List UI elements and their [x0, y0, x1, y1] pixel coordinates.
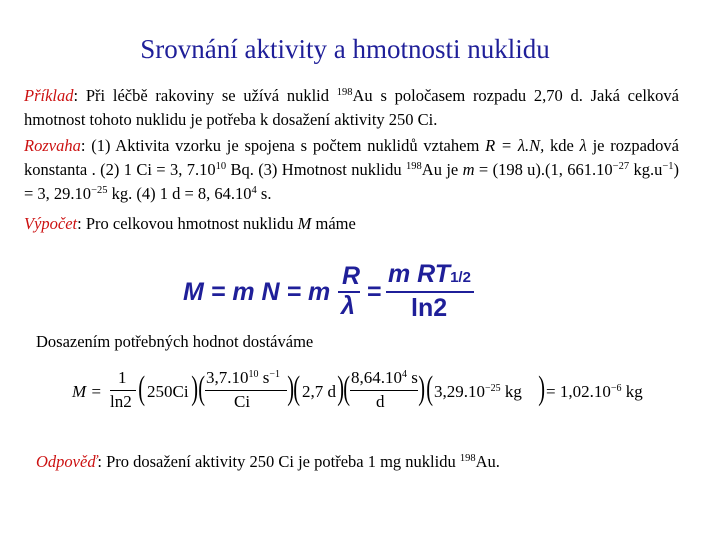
relation: R = λ.N,: [485, 136, 545, 155]
eq2-f2-num: [206, 368, 280, 388]
exponent: −1: [662, 161, 674, 172]
exponent: 4: [402, 369, 407, 380]
f3-num-value: 8,64.10: [351, 368, 402, 387]
reasoning-text: je rozpadová konstanta . (2) 1 Ci = 3, 7.10: [24, 136, 679, 179]
isotope-mass: 198: [459, 453, 476, 464]
reasoning-text: ) = 3, 29.10: [24, 160, 680, 203]
eq2-f3-num: [351, 368, 418, 388]
formula-equals: =: [367, 278, 382, 306]
example-text-cont: Au s poločasem rozpadu 2,70 d. Jaká celková hmotnost tohoto nuklidu je potřeba k dosažení aktivity 250 Ci.: [24, 86, 679, 129]
formula-lhs: M = m N = m: [183, 278, 331, 306]
substitution-text: Dosazením potřebných hodnot dostáváme: [36, 332, 314, 351]
calculation-label: Výpočet: [24, 214, 78, 233]
fraction-bar: [110, 390, 136, 391]
f2-unit: s: [258, 368, 270, 387]
lambda-symbol: λ: [579, 136, 587, 155]
answer-text: Au.: [475, 452, 500, 471]
fraction-bar: [205, 390, 287, 391]
reasoning-text: kde: [544, 136, 580, 155]
eq2-result: [546, 382, 643, 402]
isotope-mass: 198: [406, 161, 422, 172]
exponent: 4: [251, 185, 257, 196]
mass-symbol: m: [462, 160, 475, 179]
eq2-mass: [434, 382, 522, 402]
formula-denominator: ln2: [411, 294, 448, 322]
paren-open: (: [293, 370, 301, 407]
reasoning-text: Bq. (3) Hmotnost nuklidu: [226, 160, 407, 179]
total-mass-symbol: M: [297, 214, 312, 233]
paren-close: ): [418, 370, 426, 407]
reasoning-text: kg. (4) 1 d = 8, 64.10: [107, 184, 252, 203]
reasoning-paragraph: [24, 134, 679, 206]
formula-lambda: λ: [341, 292, 355, 320]
isotope-mass: 198: [336, 87, 353, 98]
slide-title: Srovnání aktivity a hmotnosti nuklidu: [140, 34, 550, 64]
half-life-subscript: 1/2: [450, 269, 471, 286]
example-text: : Při léčbě rakoviny se užívá nuklid: [73, 86, 337, 105]
mass-value: 3,29.10: [434, 382, 485, 401]
calculation-paragraph: [24, 212, 679, 236]
exponent: −27: [612, 161, 630, 172]
eq2-f1-den: ln2: [110, 392, 132, 411]
example-label: Příklad: [24, 86, 74, 105]
mass-unit: kg: [500, 382, 522, 401]
answer-paragraph: [36, 452, 500, 472]
paren-open: (: [343, 370, 351, 407]
exponent: −6: [610, 383, 622, 394]
exponent: −25: [485, 383, 501, 394]
example-paragraph: [24, 84, 679, 132]
result-value: = 1,02.10: [546, 382, 611, 401]
formula-R: R: [342, 262, 361, 290]
eq2-f3-den: d: [376, 392, 385, 411]
f2-num-value: 3,7.10: [206, 368, 249, 387]
eq2-f1-num: 1: [118, 368, 127, 387]
reasoning-text: = (198 u).(1, 661.10: [474, 160, 613, 179]
numeric-equation: [72, 368, 692, 418]
f3-unit: s: [407, 368, 418, 387]
reasoning-text: s.: [256, 184, 272, 203]
reasoning-label: Rozvaha: [24, 136, 81, 155]
calculation-text: máme: [311, 214, 356, 233]
reasoning-text: : (1) Aktivita vzorku je spojena s počtem nuklidů vztahem: [80, 136, 486, 155]
reasoning-text: Au je: [421, 160, 463, 179]
answer-text: : Pro dosažení aktivity 250 Ci je potřeba 1 mg nuklidu: [97, 452, 460, 471]
exponent: −25: [91, 185, 108, 196]
eq2-halflife: 2,7 d: [302, 382, 336, 401]
calculation-text: : Pro celkovou hmotnost nuklidu: [77, 214, 298, 233]
paren-close: ): [191, 370, 199, 407]
paren-close: ): [337, 370, 345, 407]
eq2-f2-den: Ci: [234, 392, 251, 411]
numerator-text: m RT: [388, 260, 451, 288]
formula-numerator: [388, 260, 471, 289]
exponent: 10: [215, 161, 227, 172]
fraction-bar: [350, 390, 418, 391]
paren-open: (: [198, 370, 206, 407]
paren-close: ): [287, 370, 295, 407]
fraction-bar: [386, 291, 474, 293]
eq2-activity: 250Ci: [147, 382, 189, 401]
result-unit: kg: [621, 382, 643, 401]
reasoning-text: kg.u: [629, 160, 663, 179]
paren-open: (: [138, 370, 146, 407]
eq2-M: M =: [72, 382, 102, 401]
paren-close: ): [538, 370, 546, 407]
answer-label: Odpověď: [36, 452, 98, 471]
exponent: −1: [269, 369, 281, 380]
exponent: 10: [248, 369, 259, 380]
paren-open: (: [426, 370, 434, 407]
